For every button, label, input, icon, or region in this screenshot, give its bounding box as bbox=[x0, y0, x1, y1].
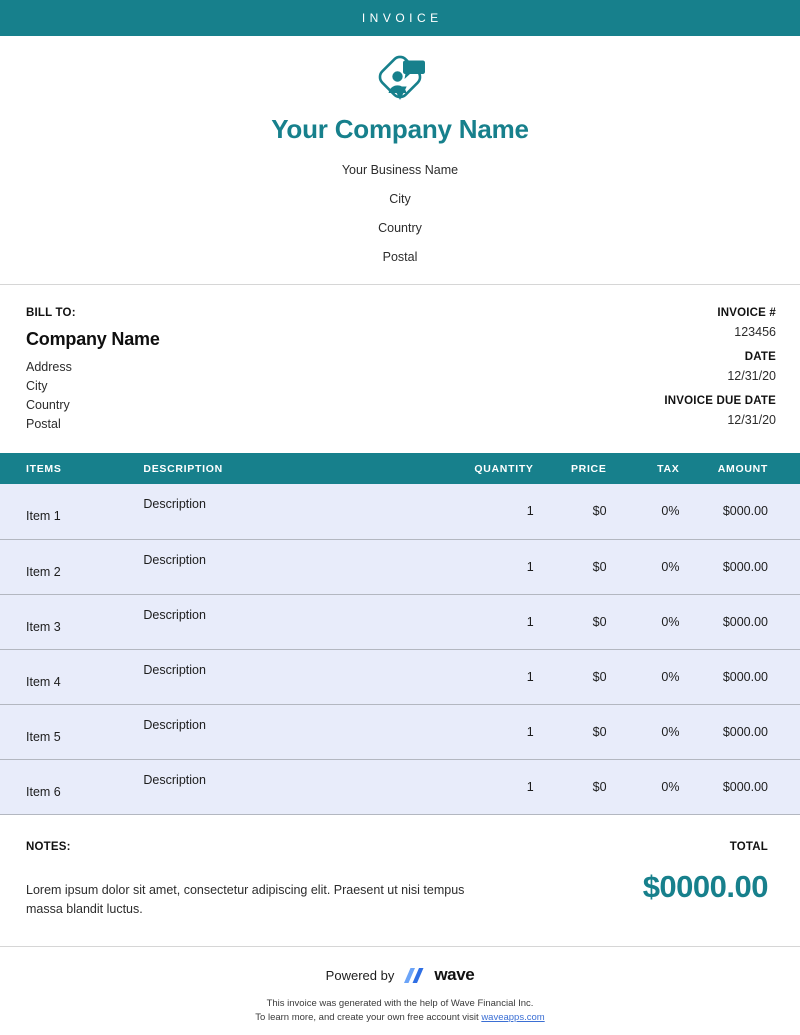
bill-to-postal: Postal bbox=[26, 417, 61, 431]
powered-by-label: Powered by bbox=[325, 967, 395, 983]
table-row bbox=[0, 759, 800, 814]
notes-block bbox=[26, 841, 496, 920]
row-tax: 0% bbox=[661, 669, 680, 684]
table-row bbox=[0, 649, 800, 704]
company-logo bbox=[0, 52, 800, 108]
row-quantity: 1 bbox=[526, 669, 534, 684]
row-amount: $000.00 bbox=[722, 559, 768, 574]
row-amount: $000.00 bbox=[722, 614, 768, 629]
footer-note bbox=[0, 997, 800, 1035]
row-item-name: Item 5 bbox=[26, 729, 61, 744]
invoice-meta-block bbox=[664, 307, 776, 431]
row-item-name: Item 6 bbox=[26, 784, 61, 799]
row-price: $0 bbox=[592, 724, 607, 739]
row-description: Description bbox=[143, 662, 206, 677]
footer-divider bbox=[0, 946, 800, 947]
row-price: $0 bbox=[592, 559, 607, 574]
invoice-number-value: 123456 bbox=[734, 325, 776, 339]
bill-to-and-meta-section bbox=[0, 285, 800, 453]
bill-to-block bbox=[26, 307, 160, 431]
column-header-amount: AMOUNT bbox=[687, 453, 800, 484]
invoice-top-bar bbox=[0, 0, 800, 36]
column-header-price: PRICE bbox=[542, 453, 615, 484]
invoice-footer bbox=[0, 946, 800, 1035]
row-item-name: Item 2 bbox=[26, 564, 61, 579]
invoice-due-date-value: 12/31/20 bbox=[727, 413, 776, 427]
row-price: $0 bbox=[592, 669, 607, 684]
notes-label: NOTES: bbox=[26, 840, 71, 853]
invoice-date-label: DATE bbox=[744, 351, 776, 363]
items-table-header-row bbox=[0, 453, 800, 484]
row-amount: $000.00 bbox=[722, 669, 768, 684]
notes-and-total-section bbox=[0, 815, 800, 920]
table-row bbox=[0, 594, 800, 649]
bill-to-company-name: Company Name bbox=[26, 329, 160, 349]
row-price: $0 bbox=[592, 779, 607, 794]
row-quantity: 1 bbox=[526, 559, 534, 574]
table-row bbox=[0, 539, 800, 594]
column-header-description: DESCRIPTION bbox=[135, 453, 416, 484]
bill-to-label: BILL TO: bbox=[26, 307, 76, 319]
bill-to-address: Address bbox=[26, 360, 72, 374]
company-business-name: Your Business Name bbox=[341, 163, 459, 177]
row-quantity: 1 bbox=[526, 724, 534, 739]
company-city: City bbox=[389, 192, 411, 206]
total-block bbox=[643, 841, 768, 920]
row-item-name: Item 4 bbox=[26, 674, 61, 689]
row-description: Description bbox=[143, 552, 206, 567]
company-postal: Postal bbox=[382, 250, 418, 264]
row-item-name: Item 3 bbox=[26, 619, 61, 634]
footer-note-line-2 bbox=[0, 1011, 800, 1025]
invoice-items-table bbox=[0, 453, 800, 815]
items-table-header bbox=[0, 453, 800, 484]
row-item-name: Item 1 bbox=[26, 509, 61, 524]
column-header-quantity: QUANTITY bbox=[417, 453, 542, 484]
powered-by-row bbox=[0, 965, 800, 985]
invoice-top-bar-title: INVOICE bbox=[361, 11, 443, 25]
row-quantity: 1 bbox=[526, 779, 534, 794]
bill-to-city: City bbox=[26, 379, 48, 393]
invoice-date-value: 12/31/20 bbox=[727, 369, 776, 383]
row-amount: $000.00 bbox=[722, 724, 768, 739]
notes-text: Lorem ipsum dolor sit amet, consectetur adipiscing elit. Praesent ut nisi tempus massa blandit luctus. bbox=[26, 882, 465, 916]
row-tax: 0% bbox=[661, 779, 680, 794]
row-tax: 0% bbox=[661, 724, 680, 739]
footer-note-line-2-prefix: To learn more, and create your own free account visit bbox=[255, 1012, 482, 1024]
column-header-tax: TAX bbox=[615, 453, 688, 484]
column-header-items: ITEMS bbox=[0, 453, 135, 484]
total-amount: $0000.00 bbox=[642, 868, 768, 904]
items-table-body bbox=[0, 484, 800, 814]
company-header bbox=[0, 36, 800, 284]
row-tax: 0% bbox=[661, 614, 680, 629]
wave-bars-icon bbox=[401, 967, 427, 984]
row-price: $0 bbox=[592, 614, 607, 629]
company-name: Your Company Name bbox=[271, 114, 529, 144]
table-row bbox=[0, 484, 800, 539]
row-tax: 0% bbox=[661, 559, 680, 574]
row-description: Description bbox=[143, 772, 206, 787]
wave-wordmark: wave bbox=[434, 965, 475, 985]
row-description: Description bbox=[143, 607, 206, 622]
footer-note-line-1: This invoice was generated with the help of Wave Financial Inc. bbox=[266, 998, 534, 1010]
row-amount: $000.00 bbox=[722, 779, 768, 794]
total-label: TOTAL bbox=[729, 840, 768, 853]
waveapps-link[interactable]: waveapps.com bbox=[481, 1012, 545, 1024]
invoice-number-label: INVOICE # bbox=[717, 307, 776, 319]
table-row bbox=[0, 704, 800, 759]
row-tax: 0% bbox=[661, 504, 680, 519]
row-description: Description bbox=[143, 717, 206, 732]
row-description: Description bbox=[143, 497, 206, 512]
bill-to-country: Country bbox=[26, 398, 70, 412]
person-speech-bubble-pin-icon bbox=[364, 52, 436, 108]
row-amount: $000.00 bbox=[722, 504, 768, 519]
row-price: $0 bbox=[592, 504, 607, 519]
invoice-due-date-label: INVOICE DUE DATE bbox=[664, 395, 776, 407]
row-quantity: 1 bbox=[526, 614, 534, 629]
company-country: Country bbox=[378, 221, 422, 235]
row-quantity: 1 bbox=[526, 504, 534, 519]
